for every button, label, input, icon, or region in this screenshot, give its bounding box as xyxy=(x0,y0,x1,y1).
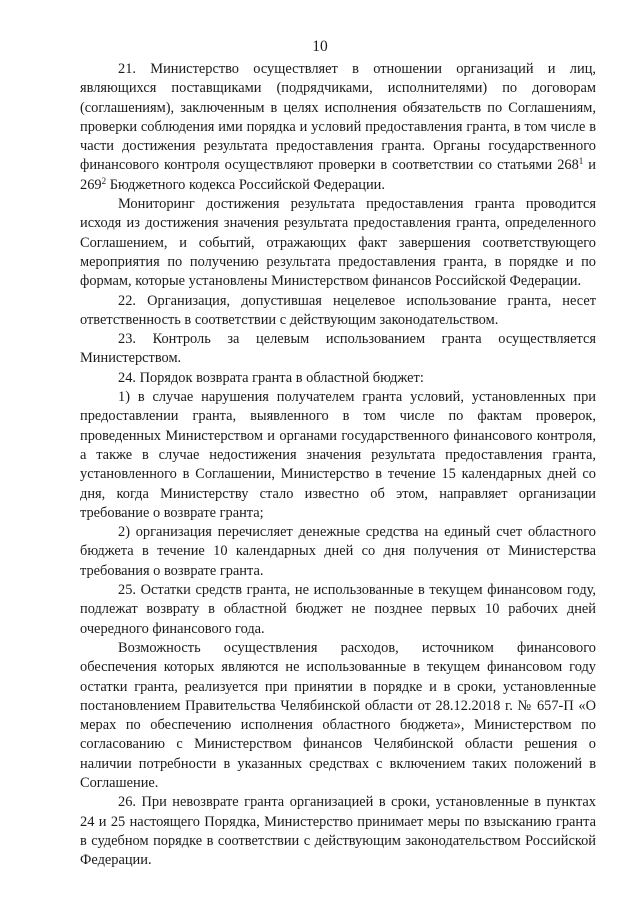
page-number: 10 xyxy=(312,38,328,55)
document-body xyxy=(80,60,596,870)
paragraph-21-text: 21. Министерство осуществляет в отношении организаций и лиц, являющихся поставщиками (подрядчиками, исполнителями) по договорам (соглашениям), заключенным в целях исполнения обязательств по Соглашениям, проверки соблюдения ими порядка и условий предоставления гранта, в том числе в части достижения результата предоставления гранта. Органы государственного финансового контроля осуществляют проверки в соответствии со статьями 268 xyxy=(80,61,596,174)
superscript-2: 2 xyxy=(101,175,107,186)
paragraph-21 xyxy=(80,60,596,195)
superscript-1: 1 xyxy=(578,156,584,167)
paragraph-21-mid: и 269 xyxy=(80,157,596,193)
paragraph-monitoring: Мониторинг достижения результата предоставления гранта проводится исходя из достижения значения результата предоставления гранта, определенного Соглашением, и событий, отражающих факт завершения соответствующего мероприятия по получению результата предоставления гранта, в порядке и по формам, которые установлены Министерством финансов Российской Федерации. xyxy=(80,196,596,290)
paragraph-23: 23. Контроль за целевым использованием гранта осуществляется Министерством. xyxy=(80,331,596,367)
paragraph-25-possibility: Возможность осуществления расходов, источником финансового обеспечения которых являются не использованные в текущем финансовом году остатки гранта, реализуется при принятии в порядке и в сроки, установленные постановлением Правительства Челябинской области от 28.12.2018 г. № 657-П «О мерах по обеспечению исполнения областного бюджета», Министерством по согласованию с Министерством финансов Челябинской области решения о наличии потребности в указанных средствах с включением таких положений в Соглашение. xyxy=(80,639,596,791)
paragraph-22: 22. Организация, допустившая нецелевое использование гранта, несет ответственность в соответствии с действующим законодательством. xyxy=(80,292,596,328)
paragraph-24-item-1: 1) в случае нарушения получателем гранта условий, установленных при предоставлении гранта, выявленного в том числе по фактам проверок, проведенных Министерством и органами государственного финансового контроля, а также в случае недостижения значения результата предоставления гранта, установленного в Соглашении, Министерство в течение 15 календарных дней со дня, когда Министерству стало известно об этом, направляет организации требование о возврате гранта; xyxy=(80,389,596,521)
paragraph-25: 25. Остатки средств гранта, не использованные в текущем финансовом году, подлежат возврату в областной бюджет не позднее первых 10 рабочих дней очередного финансового года. xyxy=(80,582,596,637)
paragraph-21-tail: Бюджетного кодекса Российской Федерации. xyxy=(106,176,385,193)
paragraph-26: 26. При невозврате гранта организацией в сроки, установленные в пунктах 24 и 25 настоящего Порядка, Министерство принимает меры по взысканию гранта в судебном порядке в соответствии с действующим законодательством Российской Федерации. xyxy=(80,794,596,869)
paragraph-24-item-2: 2) организация перечисляет денежные средства на единый счет областного бюджета в течение 10 календарных дней со дня получения от Министерства требования о возврате гранта. xyxy=(80,524,596,579)
paragraph-24: 24. Порядок возврата гранта в областной бюджет: xyxy=(118,369,424,386)
